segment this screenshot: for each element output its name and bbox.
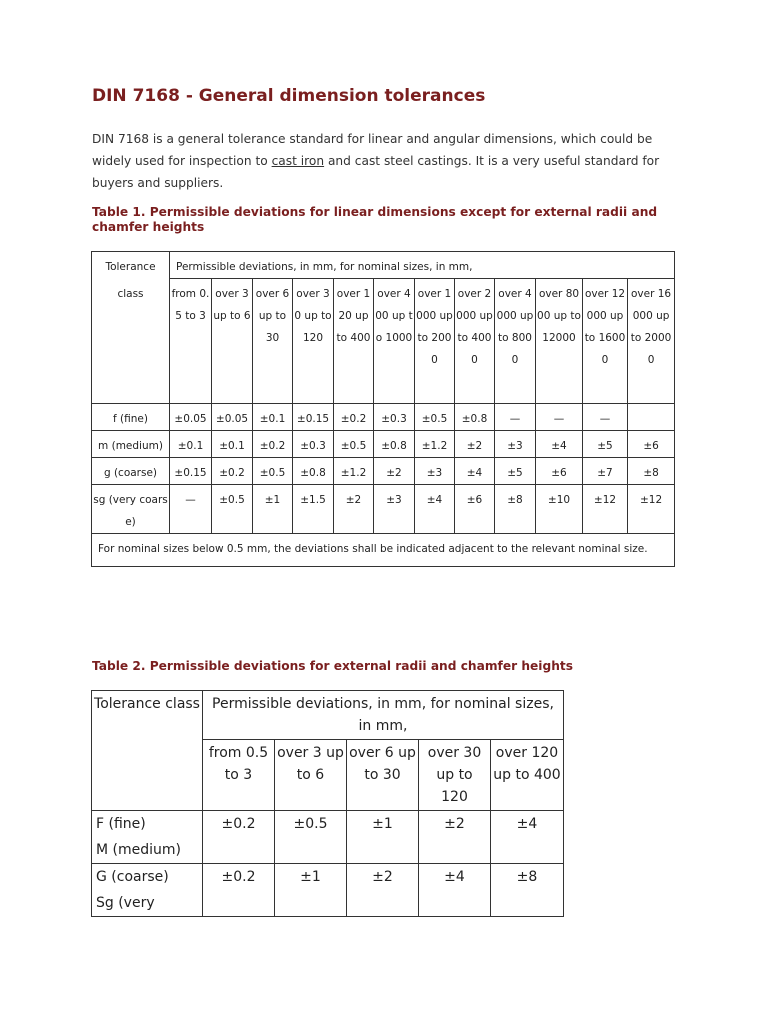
table1-group-header: Permissible deviations, in mm, for nominal sizes, in mm, xyxy=(170,252,675,279)
table1-class-header-2: class xyxy=(92,279,170,404)
deviation-cell: ±3 xyxy=(415,457,455,484)
table-row xyxy=(92,484,675,533)
deviation-cell: ±8 xyxy=(491,864,564,917)
deviation-cell: ±0.5 xyxy=(334,430,374,457)
table1-column-header: over 8000 up to 12000 xyxy=(536,279,583,404)
deviation-cell: ±0.2 xyxy=(253,430,293,457)
table2 xyxy=(91,690,564,917)
table1-note: For nominal sizes below 0.5 mm, the deviations shall be indicated adjacent to the relevant nominal size. xyxy=(92,533,675,566)
table1-column-header: over 400 up to 1000 xyxy=(374,279,415,404)
deviation-cell: ±12 xyxy=(628,484,675,533)
deviation-cell: ±0.2 xyxy=(203,811,275,864)
table1-column-header: over 6 up to 30 xyxy=(253,279,293,404)
deviation-cell: ±0.2 xyxy=(334,403,374,430)
tolerance-class-cell: g (coarse) xyxy=(92,457,170,484)
tolerance-class-cell: Sg (very xyxy=(92,890,203,917)
intro-text: DIN 7168 is a general tolerance standard for linear and angular dimensions, which could be widely used for inspection to xyxy=(92,132,653,168)
deviation-cell: ±0.05 xyxy=(212,403,253,430)
deviation-cell: ±0.15 xyxy=(170,457,212,484)
deviation-cell: — xyxy=(170,484,212,533)
tolerance-class-cell: sg (very coarse) xyxy=(92,484,170,533)
deviation-cell: ±0.5 xyxy=(212,484,253,533)
deviation-cell: ±4 xyxy=(491,811,564,864)
deviation-cell: ±5 xyxy=(583,430,628,457)
table1-column-header: from 0.5 to 3 xyxy=(170,279,212,404)
deviation-cell: ±1.2 xyxy=(415,430,455,457)
deviation-cell: ±2 xyxy=(455,430,495,457)
table2-class-header: Tolerance class xyxy=(92,691,203,811)
deviation-cell: ±4 xyxy=(415,484,455,533)
table2-column-header: over 3 up to 6 xyxy=(275,740,347,811)
cast-iron-link[interactable]: cast iron xyxy=(271,154,325,168)
deviation-cell: ±0.5 xyxy=(253,457,293,484)
deviation-cell: ±1.2 xyxy=(334,457,374,484)
deviation-cell: ±1 xyxy=(347,811,419,864)
table2-column-header: over 30 up to 120 xyxy=(419,740,491,811)
deviation-cell: ±1 xyxy=(275,864,347,917)
table1-column-header: over 12000 up to 16000 xyxy=(583,279,628,404)
tolerance-class-cell: M (medium) xyxy=(92,837,203,864)
table2-header-row xyxy=(92,691,564,740)
deviation-cell: ±1 xyxy=(253,484,293,533)
deviation-cell: ±6 xyxy=(536,457,583,484)
deviation-cell: ±4 xyxy=(536,430,583,457)
deviation-cell: ±0.1 xyxy=(170,430,212,457)
deviation-cell: ±0.1 xyxy=(253,403,293,430)
table1-column-row xyxy=(92,279,675,404)
deviation-cell: ±12 xyxy=(583,484,628,533)
deviation-cell: ±0.3 xyxy=(374,403,415,430)
table1-column-header: over 2000 up to 4000 xyxy=(455,279,495,404)
table1-column-header: over 1000 up to 2000 xyxy=(415,279,455,404)
deviation-cell: ±0.8 xyxy=(455,403,495,430)
deviation-cell: ±7 xyxy=(583,457,628,484)
tolerance-class-cell: F (fine) xyxy=(92,811,203,838)
deviation-cell: ±4 xyxy=(419,864,491,917)
table-row xyxy=(92,403,675,430)
table-row xyxy=(92,811,564,838)
deviation-cell: — xyxy=(495,403,536,430)
table1-class-header: Tolerance xyxy=(92,252,170,279)
table-row xyxy=(92,457,675,484)
table-row xyxy=(92,864,564,891)
deviation-cell: ±0.3 xyxy=(293,430,334,457)
deviation-cell: ±8 xyxy=(495,484,536,533)
deviation-cell: ±6 xyxy=(628,430,675,457)
deviation-cell: ±3 xyxy=(495,430,536,457)
deviation-cell: ±2 xyxy=(374,457,415,484)
deviation-cell: ±0.1 xyxy=(212,430,253,457)
deviation-cell: ±0.2 xyxy=(212,457,253,484)
table1-column-header: over 16000 up to 20000 xyxy=(628,279,675,404)
deviation-cell: ±0.8 xyxy=(374,430,415,457)
table1 xyxy=(91,251,675,567)
deviation-cell: ±0.5 xyxy=(275,811,347,864)
table-row xyxy=(92,430,675,457)
tolerance-class-cell: G (coarse) xyxy=(92,864,203,891)
deviation-cell: — xyxy=(536,403,583,430)
deviation-cell: ±0.15 xyxy=(293,403,334,430)
table2-group-header: Permissible deviations, in mm, for nominal sizes, in mm, xyxy=(203,691,564,740)
tolerance-class-cell: f (fine) xyxy=(92,403,170,430)
table1-column-header: over 4000 up to 8000 xyxy=(495,279,536,404)
deviation-cell: ±2 xyxy=(347,864,419,917)
table2-caption: Table 2. Permissible deviations for external radii and chamfer heights xyxy=(92,659,573,673)
intro-paragraph xyxy=(92,128,682,194)
tolerance-class-cell: m (medium) xyxy=(92,430,170,457)
intro-text-end: and cast steel castings. It is a very useful standard for buyers and suppliers. xyxy=(92,154,660,190)
deviation-cell: ±6 xyxy=(455,484,495,533)
table1-caption: Table 1. Permissible deviations for linear dimensions except for external radii and chamfer heights xyxy=(92,205,658,234)
table2-column-header: over 120 up to 400 xyxy=(491,740,564,811)
deviation-cell xyxy=(628,403,675,430)
deviation-cell: ±0.05 xyxy=(170,403,212,430)
table1-column-header: over 30 up to 120 xyxy=(293,279,334,404)
deviation-cell: ±0.5 xyxy=(415,403,455,430)
deviation-cell: ±3 xyxy=(374,484,415,533)
table1-column-header: over 3 up to 6 xyxy=(212,279,253,404)
deviation-cell: ±8 xyxy=(628,457,675,484)
table2-column-header: over 6 up to 30 xyxy=(347,740,419,811)
table1-column-header: over 120 up to 400 xyxy=(334,279,374,404)
deviation-cell: ±1.5 xyxy=(293,484,334,533)
table1-header-row xyxy=(92,252,675,279)
deviation-cell: ±10 xyxy=(536,484,583,533)
deviation-cell: ±5 xyxy=(495,457,536,484)
deviation-cell: ±2 xyxy=(334,484,374,533)
table1-note-row xyxy=(92,533,675,566)
deviation-cell: ±2 xyxy=(419,811,491,864)
deviation-cell: ±0.2 xyxy=(203,864,275,917)
table2-column-header: from 0.5 to 3 xyxy=(203,740,275,811)
deviation-cell: ±0.8 xyxy=(293,457,334,484)
deviation-cell: — xyxy=(583,403,628,430)
page-title: DIN 7168 - General dimension tolerances xyxy=(92,86,486,106)
deviation-cell: ±4 xyxy=(455,457,495,484)
